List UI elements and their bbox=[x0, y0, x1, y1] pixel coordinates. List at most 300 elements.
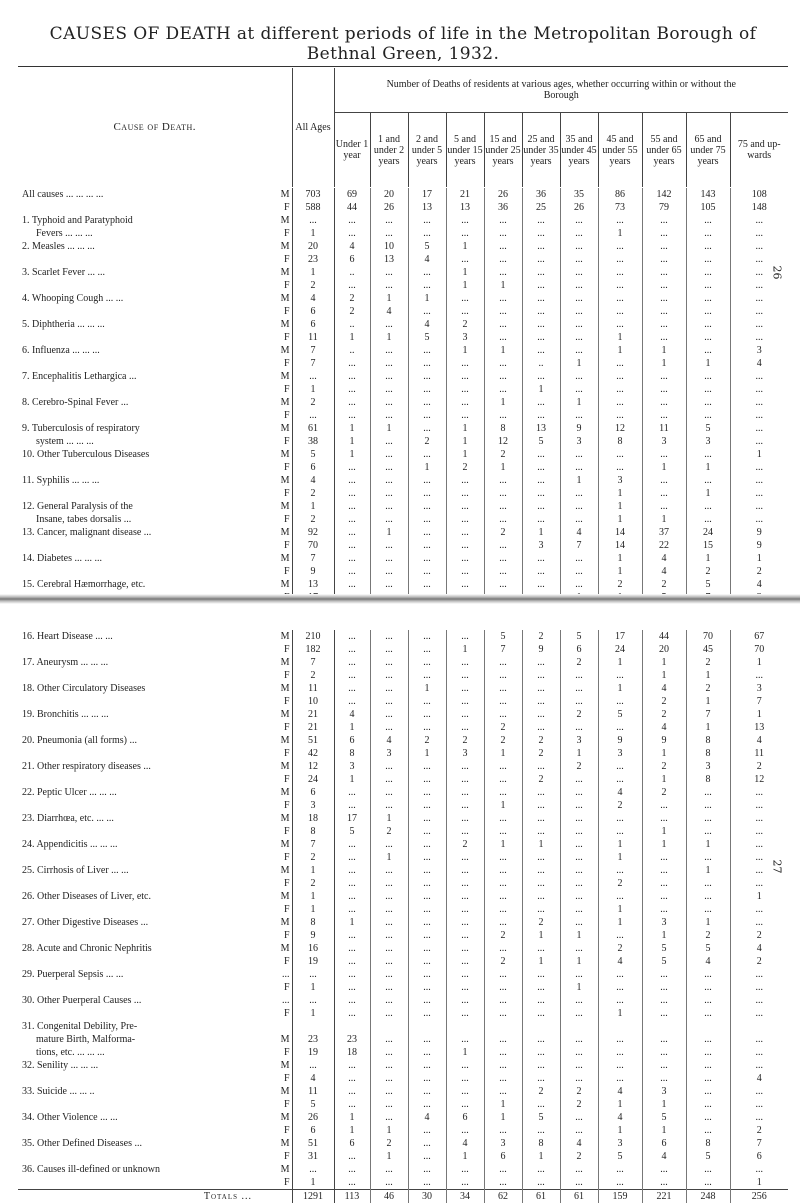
cause-cell: 23. Diarrhœa, etc. ... ... bbox=[22, 813, 114, 824]
count-cell: ... bbox=[522, 877, 560, 890]
count-cell: ... bbox=[370, 708, 408, 721]
count-cell: ... bbox=[598, 448, 642, 461]
count-cell: ... bbox=[560, 1176, 598, 1190]
table-row bbox=[18, 1111, 788, 1124]
count-cell: 22 bbox=[642, 539, 686, 552]
sex-cell: F bbox=[283, 358, 290, 369]
count-cell: ... bbox=[686, 266, 730, 279]
count-cell: ... bbox=[686, 318, 730, 331]
count-cell: ... bbox=[370, 1111, 408, 1124]
count-cell: 3 bbox=[522, 539, 560, 552]
all-ages-cell: 9 bbox=[292, 565, 334, 578]
count-cell: 8 bbox=[686, 773, 730, 786]
count-cell: 2 bbox=[686, 656, 730, 669]
count-cell: 2 bbox=[446, 461, 484, 474]
table-row bbox=[18, 1033, 788, 1046]
all-ages-cell: ... bbox=[292, 409, 334, 422]
count-cell: ... bbox=[484, 773, 522, 786]
count-cell: 1 bbox=[642, 357, 686, 370]
count-cell: 1 bbox=[598, 500, 642, 513]
count-cell: ... bbox=[560, 890, 598, 903]
all-ages-cell: 11 bbox=[292, 682, 334, 695]
count-cell: ... bbox=[408, 396, 446, 409]
table-row bbox=[18, 864, 788, 877]
count-cell: ... bbox=[560, 279, 598, 292]
count-cell: ... bbox=[370, 981, 408, 994]
count-cell: 45 bbox=[686, 643, 730, 656]
count-cell: ... bbox=[408, 1163, 446, 1176]
count-cell: 1 bbox=[642, 656, 686, 669]
count-cell: ... bbox=[642, 799, 686, 812]
count-cell: ... bbox=[522, 708, 560, 721]
cause-cell bbox=[18, 825, 258, 838]
count-cell: ... bbox=[560, 994, 598, 1007]
all-ages-cell: 2 bbox=[292, 487, 334, 500]
count-cell: 4 bbox=[334, 708, 370, 721]
count-cell: ... bbox=[370, 279, 408, 292]
count-cell: 2 bbox=[370, 825, 408, 838]
cause-cell: 25. Cirrhosis of Liver ... ... bbox=[22, 865, 129, 876]
count-cell: 8 bbox=[484, 422, 522, 435]
cause-cell: 6. Influenza ... ... ... bbox=[22, 345, 100, 356]
count-cell: ... bbox=[446, 1033, 484, 1046]
cause-cell bbox=[18, 851, 258, 864]
count-cell: ... bbox=[560, 461, 598, 474]
count-cell: ... bbox=[560, 786, 598, 799]
count-cell: ... bbox=[446, 396, 484, 409]
count-cell: 3 bbox=[370, 747, 408, 760]
count-cell: ... bbox=[730, 227, 788, 240]
table-row bbox=[18, 357, 788, 370]
count-cell: 2 bbox=[642, 578, 686, 591]
count-cell: 2 bbox=[598, 578, 642, 591]
cause-cell bbox=[18, 695, 258, 708]
count-cell: ... bbox=[408, 383, 446, 396]
cause-cell bbox=[18, 461, 258, 474]
count-cell: ... bbox=[522, 1033, 560, 1046]
cause-cell: 16. Heart Disease ... ... bbox=[22, 631, 113, 642]
count-cell: ... bbox=[560, 903, 598, 916]
count-cell: ... bbox=[446, 513, 484, 526]
count-cell: ... bbox=[446, 1098, 484, 1111]
count-cell: 1 bbox=[560, 929, 598, 942]
count-cell: ... bbox=[446, 487, 484, 500]
mortality-table-top bbox=[18, 188, 788, 604]
all-ages-cell: ... bbox=[292, 214, 334, 227]
sex-cell: M bbox=[280, 189, 290, 200]
count-cell: ... bbox=[730, 370, 788, 383]
count-cell: ... bbox=[334, 1150, 370, 1163]
count-cell: ... bbox=[522, 786, 560, 799]
count-cell: ... bbox=[730, 1033, 788, 1046]
count-cell: ... bbox=[686, 1072, 730, 1085]
count-cell: ... bbox=[730, 305, 788, 318]
count-cell: ... bbox=[370, 565, 408, 578]
count-cell: ... bbox=[522, 253, 560, 266]
all-ages-cell: 6 bbox=[292, 305, 334, 318]
count-cell: ... bbox=[560, 682, 598, 695]
count-cell: ... bbox=[686, 409, 730, 422]
count-cell: 4 bbox=[598, 786, 642, 799]
cause-cell bbox=[18, 1150, 258, 1163]
count-cell: ... bbox=[730, 292, 788, 305]
count-cell: ... bbox=[642, 1046, 686, 1059]
count-cell: ... bbox=[522, 305, 560, 318]
count-cell: 2 bbox=[642, 760, 686, 773]
count-cell: ... bbox=[370, 370, 408, 383]
cause-cell: 7. Encephalitis Lethargica ... bbox=[22, 371, 137, 382]
count-cell: ... bbox=[484, 253, 522, 266]
all-ages-cell: 61 bbox=[292, 422, 334, 435]
count-cell: ... bbox=[484, 474, 522, 487]
count-cell: ... bbox=[598, 890, 642, 903]
count-cell: ... bbox=[334, 1098, 370, 1111]
count-cell: ... bbox=[370, 578, 408, 591]
count-cell: ... bbox=[446, 214, 484, 227]
count-cell: 1 bbox=[598, 1098, 642, 1111]
count-cell: ... bbox=[408, 214, 446, 227]
all-ages-cell: 31 bbox=[292, 1150, 334, 1163]
all-ages-cell: 7 bbox=[292, 656, 334, 669]
cause-cell: 12. General Paralysis of the bbox=[22, 501, 133, 512]
count-cell: 1 bbox=[686, 552, 730, 565]
count-cell: ... bbox=[642, 903, 686, 916]
count-cell: ... bbox=[446, 1176, 484, 1190]
count-cell: ... bbox=[334, 513, 370, 526]
count-cell: 13 bbox=[408, 201, 446, 214]
count-cell: ... bbox=[560, 344, 598, 357]
page-title bbox=[18, 24, 788, 64]
table-row bbox=[18, 1137, 788, 1150]
count-cell: ... bbox=[730, 396, 788, 409]
cause-cell: 35. Other Defined Diseases ... bbox=[22, 1138, 142, 1149]
table-row bbox=[18, 669, 788, 682]
count-cell: ... bbox=[522, 812, 560, 825]
all-ages-cell: 12 bbox=[292, 760, 334, 773]
count-cell: 11 bbox=[730, 747, 788, 760]
count-cell: ... bbox=[560, 409, 598, 422]
count-cell: ... bbox=[598, 1163, 642, 1176]
count-cell: 2 bbox=[598, 799, 642, 812]
count-cell: ... bbox=[408, 955, 446, 968]
count-cell: 2 bbox=[484, 929, 522, 942]
count-cell: ... bbox=[484, 968, 522, 981]
count-cell: ... bbox=[446, 578, 484, 591]
count-cell bbox=[598, 1020, 642, 1033]
table-row bbox=[18, 396, 788, 409]
count-cell: ... bbox=[408, 1085, 446, 1098]
count-cell: ... bbox=[370, 929, 408, 942]
sex-cell: F bbox=[283, 202, 290, 213]
count-cell: ... bbox=[560, 214, 598, 227]
count-cell: ... bbox=[598, 825, 642, 838]
count-cell: ... bbox=[560, 240, 598, 253]
totals-cell: 159 bbox=[598, 1190, 642, 1204]
table-row bbox=[18, 552, 788, 565]
count-cell: ... bbox=[370, 1163, 408, 1176]
header-age-3: 5 and under 15 years bbox=[446, 113, 484, 188]
all-ages-cell: 7 bbox=[292, 838, 334, 851]
count-cell: ... bbox=[484, 903, 522, 916]
count-cell: ... bbox=[446, 682, 484, 695]
count-cell: 1 bbox=[560, 955, 598, 968]
count-cell: ... bbox=[686, 877, 730, 890]
count-cell: 3 bbox=[598, 747, 642, 760]
count-cell: ... bbox=[334, 981, 370, 994]
count-cell: ... bbox=[686, 1059, 730, 1072]
cause-cell bbox=[18, 1072, 258, 1085]
count-cell: ... bbox=[370, 487, 408, 500]
count-cell: ... bbox=[730, 916, 788, 929]
count-cell: 4 bbox=[408, 318, 446, 331]
sex-cell: M bbox=[280, 787, 290, 798]
count-cell: ... bbox=[522, 1072, 560, 1085]
count-cell: ... bbox=[730, 422, 788, 435]
count-cell: 6 bbox=[334, 734, 370, 747]
count-cell: ... bbox=[560, 695, 598, 708]
count-cell: ... bbox=[730, 279, 788, 292]
count-cell: ... bbox=[408, 708, 446, 721]
count-cell: ... bbox=[408, 929, 446, 942]
cause-cell: tions, etc. ... ... ... bbox=[36, 1047, 105, 1058]
count-cell: 37 bbox=[642, 526, 686, 539]
count-cell: 1 bbox=[446, 448, 484, 461]
count-cell: .. bbox=[334, 344, 370, 357]
count-cell: ... bbox=[334, 1176, 370, 1190]
count-cell: 1 bbox=[334, 435, 370, 448]
count-cell: 1 bbox=[598, 565, 642, 578]
count-cell: ... bbox=[522, 994, 560, 1007]
all-ages-cell: 19 bbox=[292, 955, 334, 968]
cause-cell: 3. Scarlet Fever ... ... bbox=[22, 267, 106, 278]
count-cell: ... bbox=[642, 240, 686, 253]
count-cell: ... bbox=[446, 864, 484, 877]
count-cell: 17 bbox=[408, 188, 446, 201]
count-cell: ... bbox=[446, 292, 484, 305]
count-cell: ... bbox=[334, 968, 370, 981]
cause-cell bbox=[18, 1007, 258, 1020]
count-cell: ... bbox=[730, 513, 788, 526]
count-cell: ... bbox=[598, 357, 642, 370]
count-cell: 1 bbox=[484, 1098, 522, 1111]
count-cell: 2 bbox=[522, 747, 560, 760]
count-cell: ... bbox=[642, 214, 686, 227]
count-cell: ... bbox=[484, 1007, 522, 1020]
count-cell: 1 bbox=[408, 682, 446, 695]
count-cell: ... bbox=[484, 305, 522, 318]
table-row bbox=[18, 344, 788, 357]
sex-cell: F bbox=[283, 982, 290, 993]
count-cell: ... bbox=[560, 864, 598, 877]
count-cell: ... bbox=[484, 331, 522, 344]
count-cell: ... bbox=[642, 409, 686, 422]
count-cell: 1 bbox=[686, 838, 730, 851]
count-cell: 2 bbox=[484, 721, 522, 734]
count-cell: 5 bbox=[560, 630, 598, 643]
count-cell: ... bbox=[686, 1163, 730, 1176]
count-cell: ... bbox=[408, 487, 446, 500]
count-cell: ... bbox=[642, 396, 686, 409]
count-cell: ... bbox=[408, 513, 446, 526]
all-ages-cell: 51 bbox=[292, 1137, 334, 1150]
count-cell: 3 bbox=[686, 435, 730, 448]
totals-cell: 46 bbox=[370, 1190, 408, 1204]
count-cell: 17 bbox=[598, 630, 642, 643]
count-cell: 9 bbox=[730, 539, 788, 552]
cause-cell: 4. Whooping Cough ... ... bbox=[22, 293, 124, 304]
header-age-5: 25 and under 35 years bbox=[522, 113, 560, 188]
count-cell: 36 bbox=[484, 201, 522, 214]
count-cell: ... bbox=[560, 1111, 598, 1124]
totals-cell bbox=[258, 1190, 292, 1204]
count-cell: ... bbox=[484, 695, 522, 708]
count-cell: ... bbox=[642, 331, 686, 344]
sex-cell: F bbox=[283, 1047, 290, 1058]
table-row bbox=[18, 227, 788, 240]
count-cell: ... bbox=[598, 695, 642, 708]
count-cell: 1 bbox=[642, 344, 686, 357]
count-cell: ... bbox=[446, 1163, 484, 1176]
count-cell: ... bbox=[484, 370, 522, 383]
count-cell: 7 bbox=[560, 539, 598, 552]
table-row bbox=[18, 565, 788, 578]
all-ages-cell bbox=[292, 1020, 334, 1033]
count-cell: ... bbox=[334, 682, 370, 695]
count-cell: ... bbox=[334, 864, 370, 877]
count-cell: 1 bbox=[598, 552, 642, 565]
count-cell: ... bbox=[642, 305, 686, 318]
count-cell: ... bbox=[730, 864, 788, 877]
cause-cell bbox=[18, 487, 258, 500]
count-cell: ... bbox=[686, 500, 730, 513]
table-row bbox=[18, 656, 788, 669]
count-cell: 1 bbox=[484, 396, 522, 409]
count-cell: ... bbox=[642, 1033, 686, 1046]
count-cell: 2 bbox=[730, 929, 788, 942]
count-cell: ... bbox=[370, 1046, 408, 1059]
cause-cell: system ... ... ... bbox=[36, 436, 94, 447]
count-cell: ... bbox=[522, 279, 560, 292]
count-cell: ... bbox=[642, 487, 686, 500]
count-cell: ... bbox=[686, 1124, 730, 1137]
count-cell: ... bbox=[686, 240, 730, 253]
count-cell: ... bbox=[560, 370, 598, 383]
count-cell: ... bbox=[522, 292, 560, 305]
count-cell: ... bbox=[408, 474, 446, 487]
cause-cell: 33. Suicide ... ... .. bbox=[22, 1086, 95, 1097]
count-cell: 3 bbox=[484, 1137, 522, 1150]
count-cell: 2 bbox=[484, 734, 522, 747]
count-cell: 2 bbox=[522, 734, 560, 747]
count-cell: ... bbox=[730, 838, 788, 851]
all-ages-cell: 4 bbox=[292, 292, 334, 305]
count-cell: 4 bbox=[642, 721, 686, 734]
mortality-table-bottom bbox=[18, 630, 788, 1203]
count-cell: ... bbox=[446, 799, 484, 812]
count-cell: ... bbox=[334, 370, 370, 383]
count-cell: ... bbox=[484, 1072, 522, 1085]
cause-cell: 34. Other Violence ... ... bbox=[22, 1112, 118, 1123]
sex-cell: F bbox=[283, 228, 290, 239]
count-cell: 4 bbox=[730, 357, 788, 370]
all-ages-cell: 42 bbox=[292, 747, 334, 760]
count-cell: 1 bbox=[642, 1098, 686, 1111]
count-cell: ... bbox=[408, 344, 446, 357]
count-cell: ... bbox=[446, 409, 484, 422]
cause-cell bbox=[18, 643, 258, 656]
count-cell: ... bbox=[370, 838, 408, 851]
all-ages-cell: 182 bbox=[292, 643, 334, 656]
count-cell: ... bbox=[730, 825, 788, 838]
count-cell: ... bbox=[408, 799, 446, 812]
cause-cell: 19. Bronchitis ... ... ... bbox=[22, 709, 109, 720]
count-cell: ... bbox=[370, 1007, 408, 1020]
count-cell: 26 bbox=[484, 188, 522, 201]
count-cell: ... bbox=[334, 565, 370, 578]
table-row bbox=[18, 513, 788, 526]
count-cell: ... bbox=[686, 786, 730, 799]
count-cell: ... bbox=[370, 409, 408, 422]
count-cell: ... bbox=[446, 721, 484, 734]
count-cell: ... bbox=[446, 929, 484, 942]
count-cell: ... bbox=[598, 396, 642, 409]
count-cell: 1 bbox=[446, 1150, 484, 1163]
all-ages-cell: 1 bbox=[292, 266, 334, 279]
all-ages-cell: 8 bbox=[292, 916, 334, 929]
count-cell: ... bbox=[334, 279, 370, 292]
cause-cell bbox=[18, 903, 258, 916]
count-cell: ... bbox=[370, 942, 408, 955]
count-cell: ... bbox=[484, 409, 522, 422]
count-cell: ... bbox=[370, 552, 408, 565]
count-cell: 2 bbox=[408, 435, 446, 448]
count-cell: ... bbox=[446, 812, 484, 825]
count-cell: 1 bbox=[598, 838, 642, 851]
count-cell: ... bbox=[642, 383, 686, 396]
table-row bbox=[18, 1072, 788, 1085]
count-cell: 1 bbox=[598, 656, 642, 669]
count-cell: 21 bbox=[446, 188, 484, 201]
count-cell: 2 bbox=[446, 838, 484, 851]
count-cell: ... bbox=[522, 1046, 560, 1059]
count-cell: ... bbox=[484, 565, 522, 578]
count-cell: ... bbox=[598, 760, 642, 773]
count-cell: 5 bbox=[522, 435, 560, 448]
count-cell: ... bbox=[560, 552, 598, 565]
count-cell: ... bbox=[446, 357, 484, 370]
count-cell: 26 bbox=[560, 201, 598, 214]
count-cell: ... bbox=[730, 812, 788, 825]
count-cell: ... bbox=[370, 435, 408, 448]
count-cell: ... bbox=[730, 214, 788, 227]
all-ages-cell: 4 bbox=[292, 1072, 334, 1085]
count-cell: 1 bbox=[642, 461, 686, 474]
count-cell: 1 bbox=[598, 331, 642, 344]
table-row bbox=[18, 916, 788, 929]
count-cell: 13 bbox=[522, 422, 560, 435]
sex-cell: M bbox=[280, 1112, 290, 1123]
count-cell: ... bbox=[560, 578, 598, 591]
count-cell: ... bbox=[408, 1124, 446, 1137]
count-cell: 7 bbox=[730, 1137, 788, 1150]
table-row bbox=[18, 825, 788, 838]
count-cell: ... bbox=[686, 812, 730, 825]
count-cell: 2 bbox=[730, 565, 788, 578]
count-cell: ... bbox=[446, 227, 484, 240]
count-cell: 4 bbox=[642, 552, 686, 565]
count-cell: 5 bbox=[408, 331, 446, 344]
count-cell: 1 bbox=[686, 916, 730, 929]
